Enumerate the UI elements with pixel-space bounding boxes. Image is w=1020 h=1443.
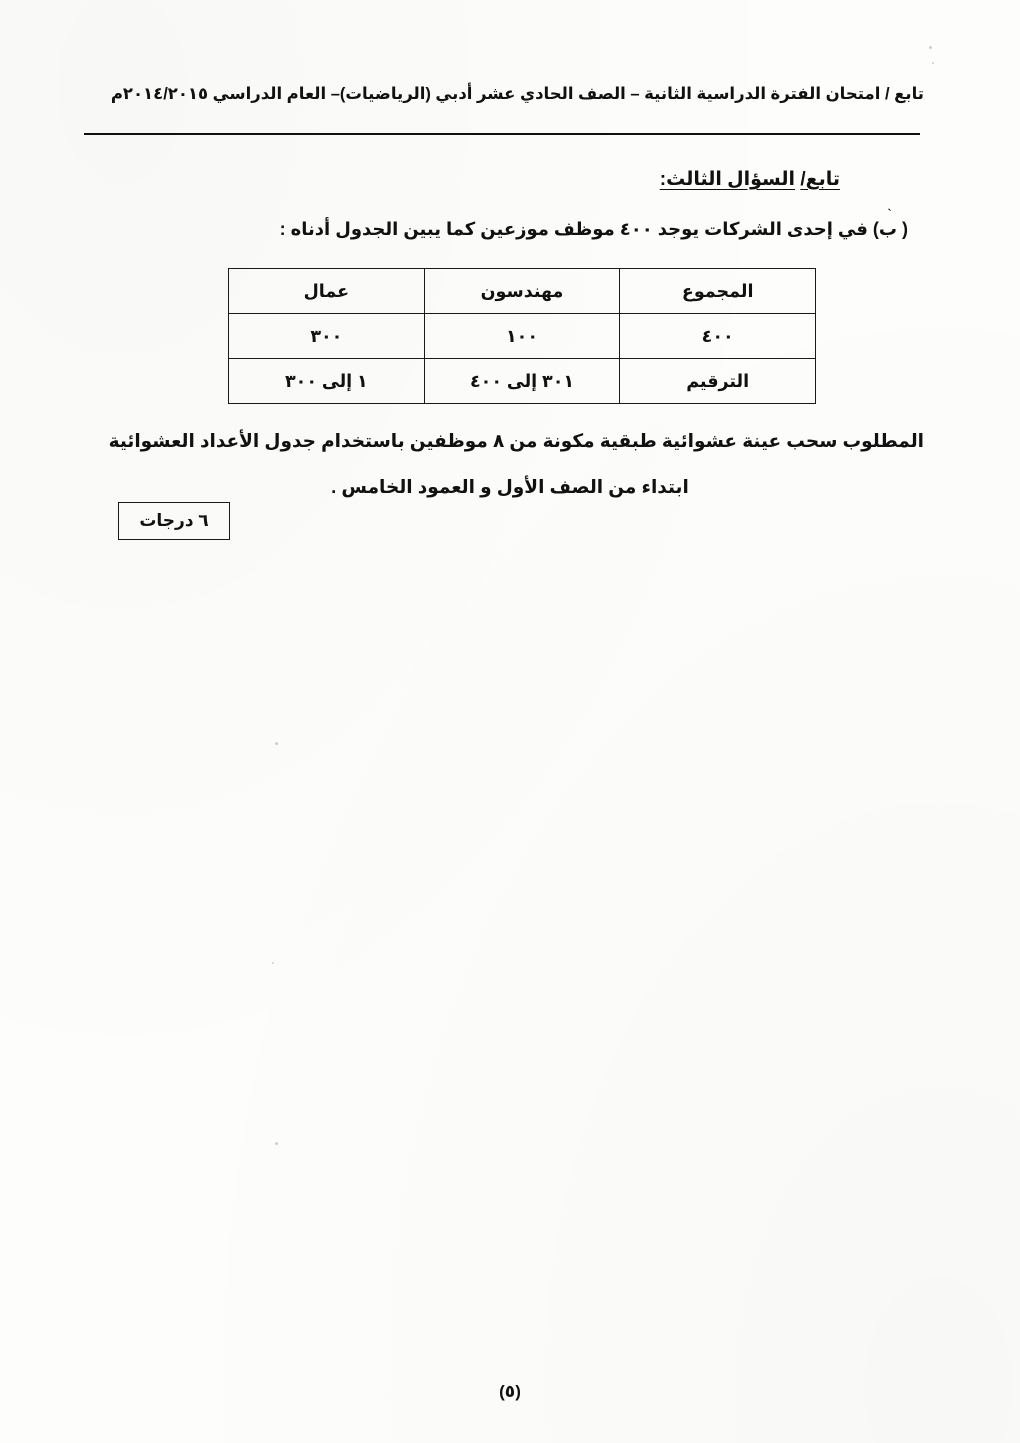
handwritten-tick: ` [887,207,892,223]
table-cell-workers-range: ١ إلى ٣٠٠ [229,359,425,404]
table-header-total: المجموع [620,269,816,314]
question-title [660,168,840,191]
page-number: (٥) [499,1382,521,1401]
scan-speckle [929,46,932,49]
question-title-text: السؤال الثالث: [659,169,796,190]
marks-badge: ٦ درجات [118,502,230,540]
exam-header: تابع / امتحان الفترة الدراسية الثانية – الصف الحادي عشر أدبي (الرياضيات)– العام الدراسي ٢٠١٤/٢٠١٥م [110,85,924,103]
table-row [229,314,816,359]
table-row-header [229,269,816,314]
table-header-engineers: مهندسون [424,269,620,314]
table-cell-workers-count: ٣٠٠ [229,314,425,359]
table-header-workers: عمال [229,269,425,314]
header-divider [84,133,920,135]
scan-speckle [932,62,934,64]
scan-speckle [275,742,278,745]
table-cell-numbering-label: الترقيم [620,359,816,404]
question-part-b: ( ب) في إحدى الشركات يوجد ٤٠٠ موظف موزعين كما يبين الجدول أدناه : [279,219,908,239]
table-cell-engineers-count: ١٠٠ [424,314,620,359]
table-row [229,359,816,404]
requirement-text [96,418,924,510]
table-cell-engineers-range: ٣٠١ إلى ٤٠٠ [424,359,620,404]
table-cell-total-count: ٤٠٠ [620,314,816,359]
requirement-line-2: ابتداء من الصف الأول و العمود الخامس . [331,476,689,497]
question-title-prefix: تابع/ [800,169,840,190]
scan-speckle [275,1142,278,1145]
scan-speckle [272,962,274,964]
employees-table [228,268,816,404]
requirement-line-1: المطلوب سحب عينة عشوائية طبقية مكونة من ٨ موظفين باستخدام جدول الأعداد العشوائية [108,430,924,451]
